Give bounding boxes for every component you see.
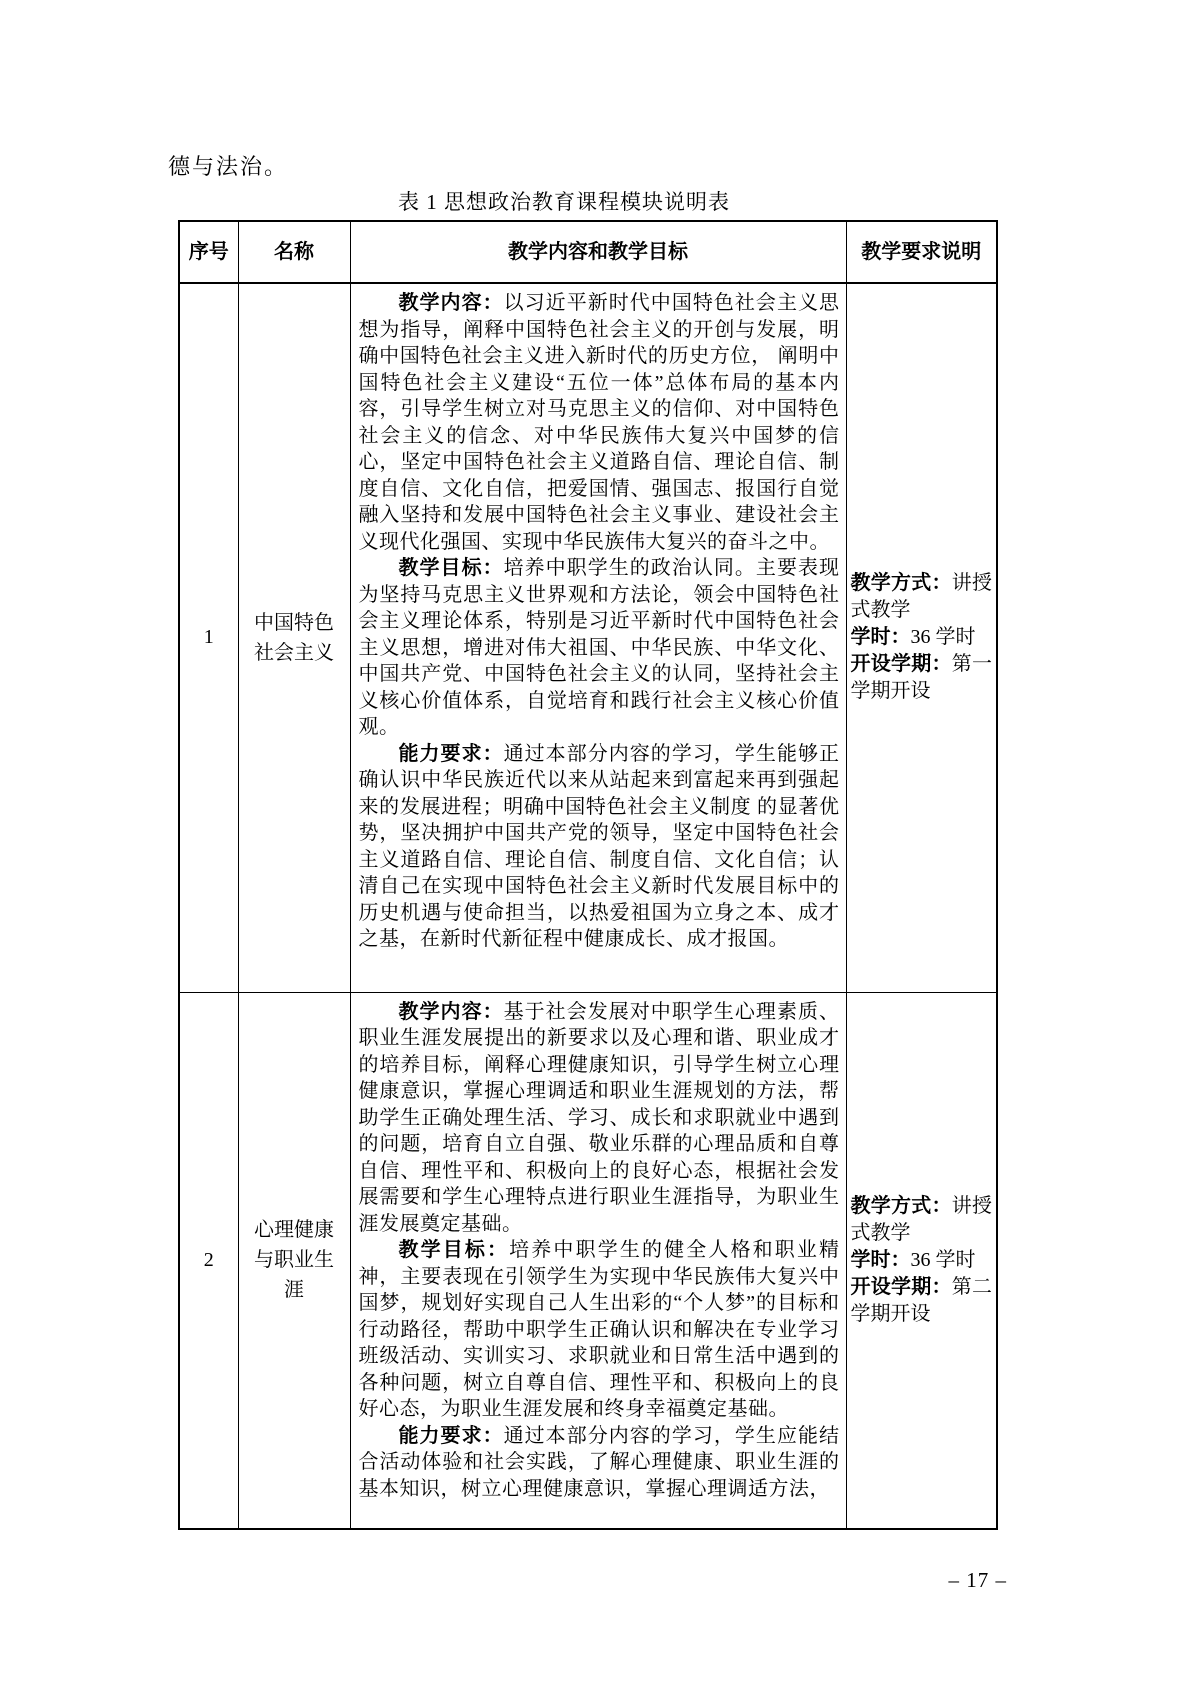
module-requirements: [846, 283, 997, 992]
paragraph-label: 教学目标：: [398, 1239, 510, 1261]
paragraph-text: 培养中职学生的政治认同。主要表现为坚持马克思主义世界观和方法论，领会中国特色社会主义理论体系，特别是习近平新时代中国特色社会主义思想，增进对伟大祖国、中华民族、中华文化、中国共产党、中国特色社会主义的认同，坚持社会主义核心价值体系，自觉培育和践行社会主义核心价值观。: [358, 557, 840, 738]
module-name: 心理健康与职业生涯: [238, 992, 350, 1529]
table-row: [179, 283, 997, 992]
header-name: 名称: [238, 221, 350, 283]
requirement-text: 讲授式教学: [850, 572, 992, 622]
header-content: 教学内容和教学目标: [350, 221, 846, 283]
requirement-text: 第二学期开设: [850, 1275, 992, 1325]
paragraph-label: 教学内容：: [398, 292, 504, 314]
paragraph-label: 教学内容：: [398, 1000, 504, 1023]
requirement-class-hours: [851, 624, 993, 651]
paragraph-label: 教学目标：: [398, 557, 504, 579]
module-content: [350, 283, 846, 992]
paragraph-text: 基于社会发展对中职学生心理素质、职业生涯发展提出的新要求以及心理和谐、职业成才的培养目标，阐释心理健康知识，引导学生树立心理健康意识，掌握心理调适和职业生涯规划的方法，帮助学生正确处理生活、学习、成长和求职就业中遇到的问题，培育自立自强、敬业乐群的心理品质和自尊自信、理性平和、积极向上的良好心态，根据社会发展需要和学生心理特点进行职业生涯指导，为职业生涯发展奠定基础。: [358, 1000, 840, 1235]
requirement-text: 36 学时: [910, 626, 976, 649]
paragraph-teaching-content: [359, 999, 840, 1238]
requirement-label: 教学方式：: [850, 1194, 952, 1217]
course-module-table: [178, 220, 998, 1530]
paragraph-text: 通过本部分内容的学习，学生应能结合活动体验和社会实践，了解心理健康、职业生涯的基本知识，树立心理健康意识，掌握心理调适方法，: [358, 1424, 840, 1500]
row-index: 1: [179, 283, 238, 992]
page-number: – 17 –: [948, 1568, 1007, 1592]
requirement-semester: [851, 651, 993, 705]
requirement-text: 第一学期开设: [850, 653, 992, 703]
row-index: 2: [179, 992, 238, 1529]
table-title: 表 1 思想政治教育课程模块说明表: [398, 190, 730, 214]
table-header-row: [179, 221, 997, 283]
paragraph-text: 以习近平新时代中国特色社会主义思想为指导，阐释中国特色社会主义的开创与发展，明确中国特色社会主义进入新时代的历史方位， 阐明中国特色社会主义建设“五位一体”总体布局的基本内容，引导学生树立对马克思主义的信仰、对中国特色社会主义的信念、对中华民族伟大复兴中国梦的信心，坚定中国特色社会主义道路自信、理论自信、制度自信、文化自信，把爱国情、强国志、报国行自觉融入坚持和发展中国特色社会主义事业、建设社会主义现代化强国、实现中华民族伟大复兴的奋斗之中。: [358, 292, 840, 553]
requirement-label: 学时：: [850, 1248, 911, 1271]
intro-text: 德与法治。: [168, 154, 289, 179]
module-requirements: [846, 992, 997, 1529]
paragraph-label: 能力要求：: [398, 1424, 504, 1447]
requirement-label: 开设学期：: [850, 1275, 952, 1298]
paragraph-label: 能力要求：: [398, 742, 504, 765]
table-row: [179, 992, 997, 1529]
requirement-label: 学时：: [850, 626, 911, 649]
requirement-text: 36 学时: [910, 1248, 976, 1271]
requirement-text: 讲授式教学: [850, 1194, 992, 1244]
requirement-class-hours: [851, 1247, 993, 1274]
requirement-teaching-method: [851, 1193, 993, 1247]
module-name: 中国特色社会主义: [238, 283, 350, 992]
header-index: 序号: [179, 221, 238, 283]
paragraph-teaching-goal: [359, 1237, 840, 1423]
header-requirements: 教学要求说明: [846, 221, 997, 283]
paragraph-teaching-goal: [359, 555, 840, 741]
paragraph-ability-requirement: [359, 741, 840, 953]
requirement-teaching-method: [851, 570, 993, 624]
paragraph-text: 培养中职学生的健全人格和职业精神，主要表现在引领学生为实现中华民族伟大复兴中国梦，规划好实现自己人生出彩的“个人梦”的目标和行动路径，帮助中职学生正确认识和解决在专业学习班级活动、实训实习、求职就业和日常生活中遇到的各种问题，树立自尊自信、理性平和、积极向上的良好心态，为职业生涯发展和终身幸福奠定基础。: [358, 1239, 840, 1420]
paragraph-ability-requirement: [359, 1423, 840, 1503]
requirement-semester: [851, 1274, 993, 1328]
module-content: [350, 992, 846, 1529]
paragraph-teaching-content: [359, 290, 840, 555]
paragraph-text: 通过本部分内容的学习，学生能够正确认识中华民族近代以来从站起来到富起来再到强起来的发展进程；明确中国特色社会主义制度 的显著优势，坚决拥护中国共产党的领导，坚定中国特色社会主义道路自信、理论自信、制度自信、文化自信；认清自己在实现中国特色社会主义新时代发展目标中的历史机遇与使命担当，以热爱祖国为立身之本、成才之基，在新时代新征程中健康成长、成才报国。: [358, 742, 840, 950]
requirement-label: 开设学期：: [850, 653, 952, 676]
requirement-label: 教学方式：: [850, 572, 952, 595]
